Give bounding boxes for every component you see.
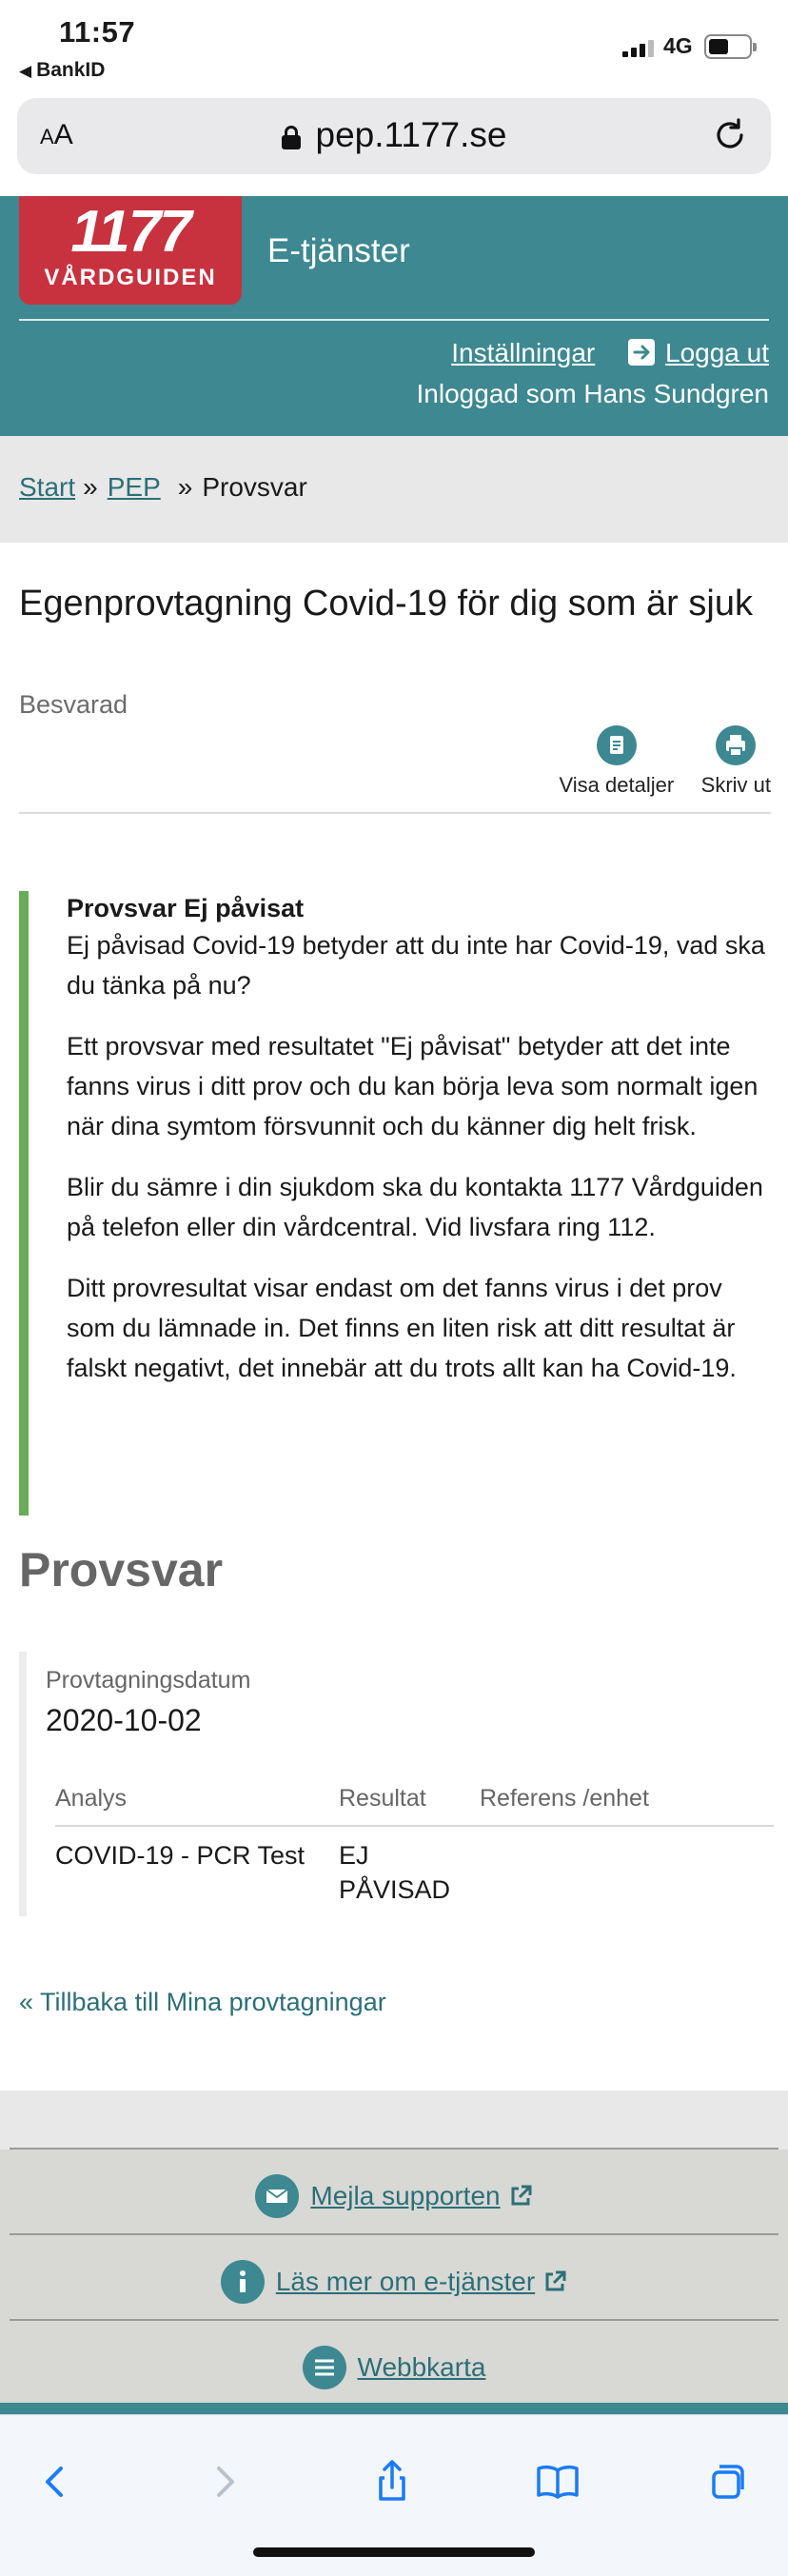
breadcrumb-separator: »	[177, 472, 193, 502]
footer-spacer	[0, 2091, 788, 2150]
logged-in-user: Inloggad som Hans Sundgren	[416, 379, 769, 408]
footer	[0, 2091, 788, 2414]
notice-heading: Provsvar Ej påvisat	[67, 894, 305, 922]
footer-item-sitemap	[10, 2319, 778, 2403]
home-indicator	[253, 2547, 535, 2557]
table-row	[55, 1838, 774, 1905]
logo-text: VÅRDGUIDEN	[44, 265, 217, 290]
column-result: Resultat	[339, 1785, 426, 1812]
results-heading: Provsvar	[19, 1543, 224, 1596]
tabs-icon[interactable]	[697, 2453, 754, 2510]
show-details-button[interactable]	[560, 725, 675, 798]
cell-analysis: COVID-19 - PCR Test	[55, 1841, 305, 1870]
mail-support-link[interactable]: Mejla supporten	[310, 2181, 501, 2210]
mail-support-icon	[255, 2174, 299, 2218]
url-display[interactable]	[17, 115, 771, 155]
footer-item-mail	[10, 2148, 778, 2231]
print-button[interactable]	[701, 725, 771, 798]
breadcrumb	[0, 436, 788, 543]
breadcrumb-separator: »	[83, 472, 98, 502]
status-label: Besvarad	[19, 690, 128, 719]
service-title: E-tjänster	[267, 232, 410, 269]
breadcrumb-pep[interactable]: PEP	[107, 472, 161, 502]
printer-icon	[716, 725, 756, 765]
column-reference: Referens /enhet	[480, 1785, 649, 1812]
cell-result: EJ PÅVISAD	[339, 1841, 451, 1904]
results-table-header	[55, 1785, 774, 1827]
back-to-tests-link[interactable]: « Tillbaka till Mina provtagningar	[19, 1988, 386, 2016]
bookmarks-icon[interactable]	[529, 2453, 586, 2510]
network-type: 4G	[663, 33, 693, 58]
info-icon	[221, 2260, 265, 2304]
forward-icon[interactable]	[196, 2453, 253, 2510]
results-panel	[19, 1652, 771, 1916]
column-analysis: Analys	[55, 1785, 128, 1812]
back-triangle-icon: ◀	[19, 62, 32, 80]
footer-item-read-more	[10, 2233, 778, 2317]
reload-icon[interactable]	[710, 115, 750, 155]
share-icon[interactable]	[364, 2453, 421, 2510]
list-icon	[303, 2346, 346, 2389]
external-link-icon	[508, 2184, 533, 2209]
logout-icon[interactable]	[627, 338, 656, 367]
header-links	[451, 338, 769, 368]
signal-icon	[622, 40, 657, 57]
vardguiden-logo[interactable]	[19, 196, 242, 305]
page-title: Egenprovtagning Covid-19 för dig som är sjuk	[19, 584, 753, 624]
header-divider	[19, 319, 769, 321]
battery-icon	[704, 34, 752, 59]
logo-number: 1177	[70, 199, 190, 265]
notice-paragraph: Ditt provresultat visar endast om det fanns virus i det prov som du lämnade in. Det finns en liten risk att ditt resultat är falskt negativt, det innebär att du trots allt kan ha Covid-19.	[67, 1274, 737, 1382]
read-more-link[interactable]: Läs mer om e-tjänster	[275, 2267, 536, 2296]
result-notice	[19, 891, 771, 1516]
notice-paragraph: Blir du sämre i din sjukdom ska du kontakta 1177 Vårdguiden på telefon eller din vårdcentral. Vid livsfara ring 112.	[67, 1173, 763, 1241]
footer-bottom-bar	[0, 2403, 788, 2414]
details-icon	[597, 725, 637, 765]
breadcrumb-start[interactable]: Start	[19, 472, 76, 502]
sitemap-link[interactable]: Webbkarta	[357, 2352, 486, 2382]
page-actions	[537, 725, 771, 802]
logout-link[interactable]: Logga ut	[665, 338, 769, 367]
title-divider	[19, 812, 771, 814]
sample-date-label: Provtagningsdatum	[46, 1667, 251, 1694]
breadcrumb-current: Provsvar	[202, 472, 307, 502]
status-bar	[0, 0, 788, 91]
print-label: Skriv ut	[700, 773, 771, 797]
back-app-label: BankID	[36, 59, 106, 81]
sample-date-value: 2020-10-02	[46, 1703, 202, 1737]
back-icon[interactable]	[27, 2453, 84, 2510]
show-details-label: Visa detaljer	[559, 773, 675, 797]
clock: 11:57	[59, 15, 136, 49]
settings-link[interactable]: Inställningar	[451, 338, 596, 367]
back-to-app-link[interactable]	[19, 59, 105, 82]
text-size-button[interactable]: AA	[40, 119, 73, 150]
url-host-text: pep.1177.se	[315, 115, 507, 154]
notice-lead: Ej påvisad Covid-19 betyder att du inte har Covid-19, vad ska du tänka på nu?	[67, 931, 765, 1000]
external-link-icon	[542, 2269, 567, 2294]
address-bar[interactable]	[17, 98, 771, 174]
notice-paragraph: Ett provsvar med resultatet "Ej påvisat" betyder att det inte fanns virus i ditt prov och du kan börja leva som normalt igen när dina symtom försvunnit och du känner dig helt frisk.	[67, 1032, 758, 1140]
lock-icon	[282, 126, 301, 149]
